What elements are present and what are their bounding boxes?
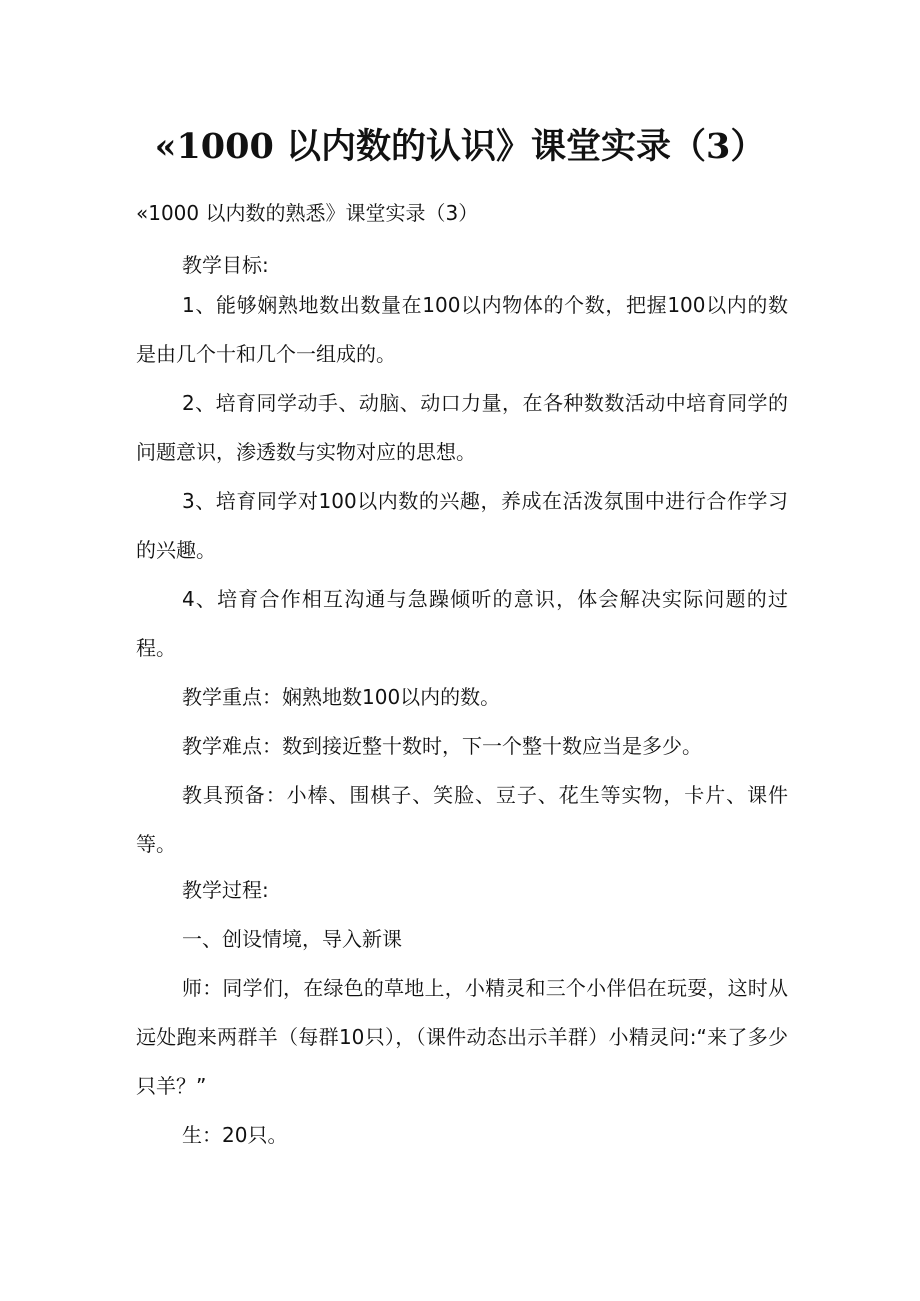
document-subtitle: «1000 以内数的熟悉》课堂实录（3）	[136, 201, 479, 225]
paragraph-objectives-heading: 教学目标:	[182, 253, 269, 277]
paragraph-student-answer: 生：20只。	[182, 1123, 288, 1147]
paragraph-section-1-heading: 一、创设情境，导入新课	[182, 927, 402, 951]
document-title: «1000 以内数的认识》课堂实录（3）	[154, 126, 766, 167]
paragraph-materials: 教具预备：小棒、围棋子、笑脸、豆子、花生等实物，卡片、课件等。	[136, 783, 788, 856]
paragraph-objective-1: 1、能够娴熟地数出数量在100以内物体的个数，把握100以内的数是由几个十和几个一组成的。	[136, 293, 788, 366]
paragraph-key-point: 教学重点：娴熟地数100以内的数。	[182, 685, 501, 709]
paragraph-process-heading: 教学过程:	[182, 878, 269, 902]
paragraph-objective-3: 3、培育同学对100以内数的兴趣，养成在活泼氛围中进行合作学习的兴趣。	[136, 489, 788, 562]
paragraph-teacher-dialogue: 师：同学们，在绿色的草地上，小精灵和三个小伴侣在玩耍，这时从远处跑来两群羊（每群10只），（课件动态出示羊群）小精灵问:“来了多少只羊？”	[136, 976, 788, 1098]
paragraph-objective-4: 4、培育合作相互沟通与急躁倾听的意识，体会解决实际问题的过程。	[136, 587, 788, 660]
paragraph-objective-2: 2、培育同学动手、动脑、动口力量，在各种数数活动中培育同学的问题意识，渗透数与实物对应的思想。	[136, 391, 788, 464]
paragraph-difficulty: 教学难点：数到接近整十数时，下一个整十数应当是多少。	[182, 734, 702, 758]
